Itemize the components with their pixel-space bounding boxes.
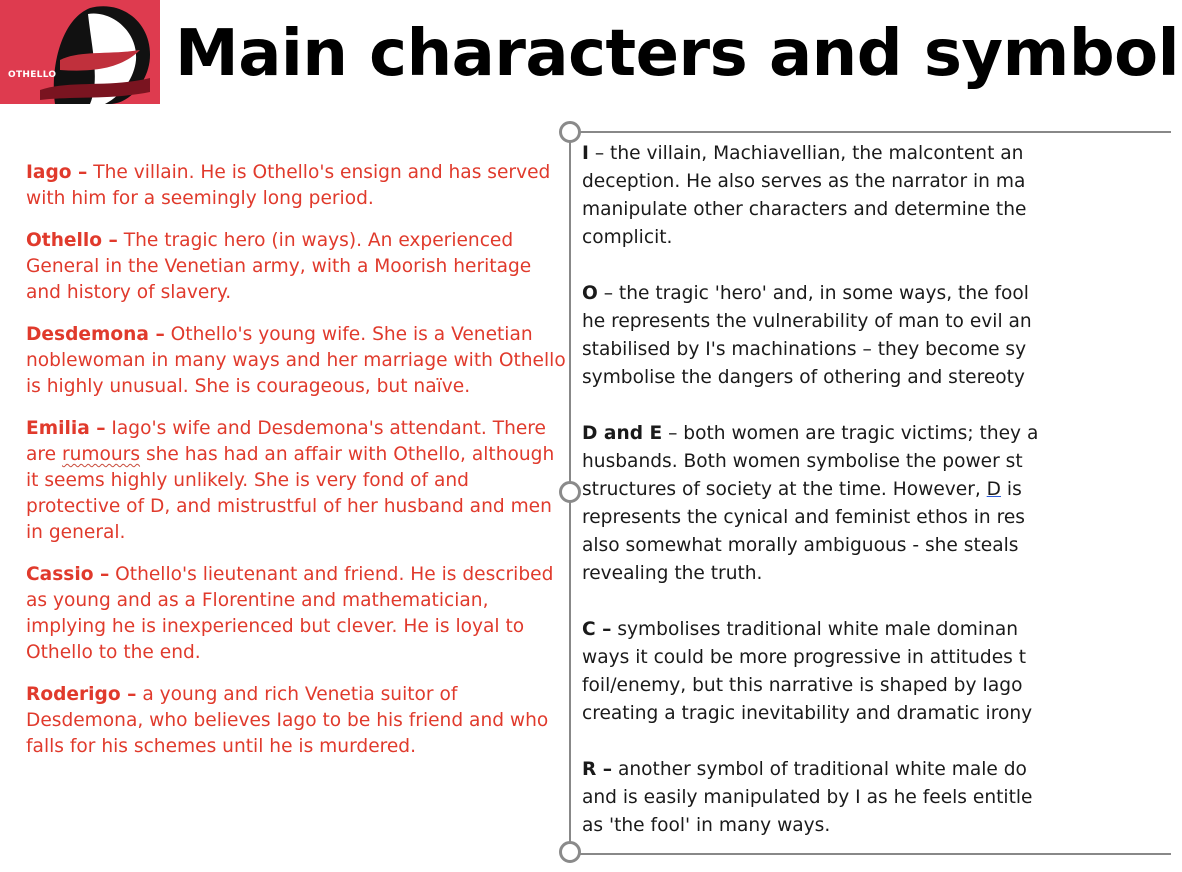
resize-handle-icon[interactable] xyxy=(559,841,581,863)
symbol-para-o: O – the tragic 'hero' and, in some ways, the fool he represents the vulnerability of man to evil an stabilised by I's machinations – they become sy symbolise the dangers of othering and stereoty xyxy=(582,283,1032,388)
character-entry-cassio: Cassio – Othello's lieutenant and friend. He is described as young and as a Florentine and mathematician, implying he is inexperienced but clever. He is loyal to Othello to the end. xyxy=(26,564,554,663)
character-entry-othello: Othello – The tragic hero (in ways). An experienced General in the Venetian army, with a Moorish heritage and history of slavery. xyxy=(26,230,532,303)
resize-handle-icon[interactable] xyxy=(559,481,581,503)
character-entry-emilia: Emilia – Iago's wife and Desdemona's attendant. There are rumours she has had an affair with Othello, although it seems highly unlikely. She is very fond of and protective of D, and mistrustful of her husband and men in general. xyxy=(26,418,555,543)
symbol-para-d-and-e: D and E – both women are tragic victims; they a husbands. Both women symbolise the power st structures of society at the time. However, D is represents the cynical and feminist ethos in res also somewhat morally ambiguous - she steals revealing the truth. xyxy=(582,423,1039,584)
logo-text: OTHELLO xyxy=(8,70,57,80)
symbol-para-r: R – another symbol of traditional white male do and is easily manipulated by I as he feels entitle as 'the fool' in many ways. xyxy=(582,759,1033,836)
mask-face-icon xyxy=(0,0,160,104)
characters-list xyxy=(26,160,566,776)
page-title: Main characters and symbol xyxy=(175,17,1180,91)
character-entry-roderigo: Roderigo – a young and rich Venetia suitor of Desdemona, who believes Iago to be his friend and who falls for his schemes until he is murdered. xyxy=(26,684,549,757)
symbol-para-c: C – symbolises traditional white male dominan ways it could be more progressive in attitudes t foil/enemy, but this narrative is shaped by Iago creating a tragic inevitability and dramatic irony xyxy=(582,619,1033,724)
othello-logo xyxy=(0,0,160,104)
symbol-para-i: I – the villain, Machiavellian, the malcontent an deception. He also serves as the narrator in ma manipulate other characters and determine the complicit. xyxy=(582,143,1027,248)
symbols-list xyxy=(582,140,1182,868)
resize-handle-icon[interactable] xyxy=(559,121,581,143)
d-link[interactable]: D xyxy=(986,479,1001,500)
character-entry-iago: Iago – The villain. He is Othello's ensign and has served with him for a seemingly long period. xyxy=(26,162,551,209)
spelling-flag[interactable]: rumours xyxy=(61,444,141,465)
character-entry-desdemona: Desdemona – Othello's young wife. She is a Venetian noblewoman in many ways and her marriage with Othello is highly unusual. She is courageous, but naïve. xyxy=(26,324,566,397)
